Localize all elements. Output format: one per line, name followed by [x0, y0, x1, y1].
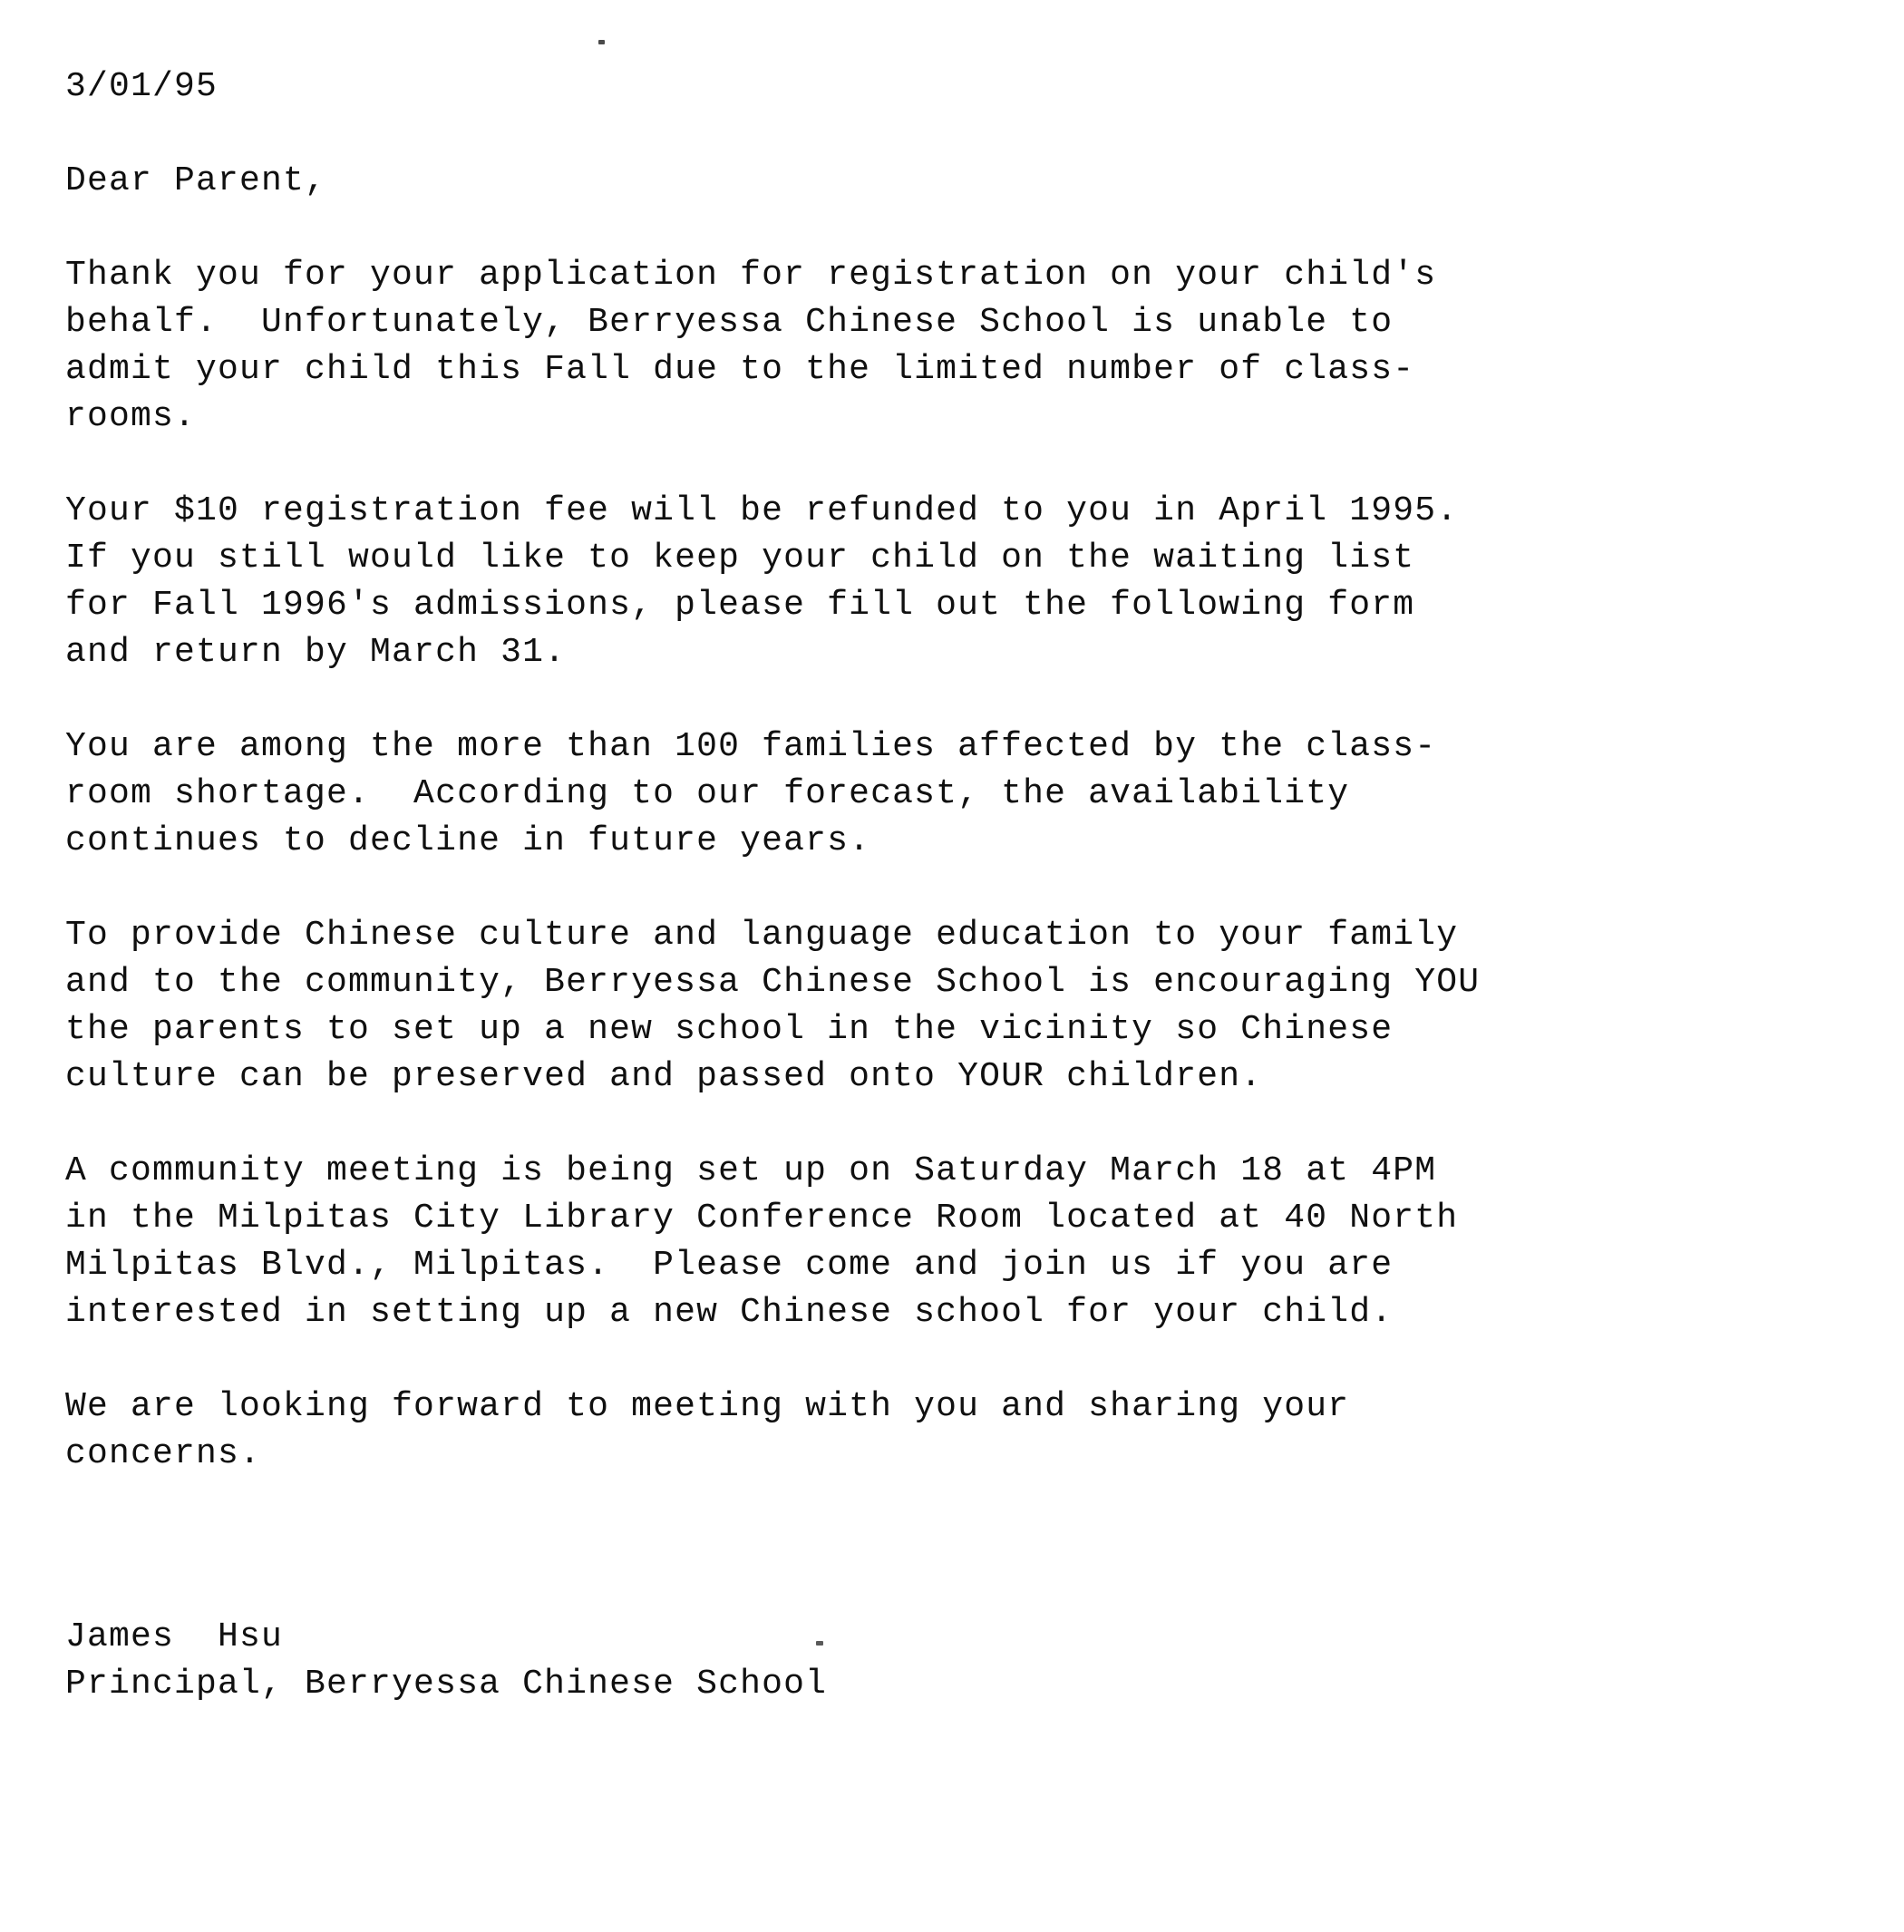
paragraph-line: concerns. — [65, 1434, 262, 1473]
letter-body — [65, 63, 1842, 1708]
letter-paragraph-5 — [65, 1148, 1842, 1336]
paragraph-line: A community meeting is being set up on Saturday March 18 at 4PM — [65, 1151, 1437, 1190]
paragraph-line: the parents to set up a new school in the vicinity so Chinese — [65, 1010, 1394, 1049]
letter-date: 3/01/95 — [65, 67, 219, 106]
paragraph-line: Your $10 registration fee will be refunded to you in April 1995. — [65, 491, 1459, 530]
paragraph-line: and return by March 31. — [65, 633, 567, 672]
letter-salutation: Dear Parent, — [65, 161, 327, 200]
letter-paragraph-6 — [65, 1383, 1842, 1478]
signer-title: Principal, Berryessa Chinese School — [65, 1665, 828, 1704]
paragraph-line: Milpitas Blvd., Milpitas. Please come and join us if you are — [65, 1246, 1394, 1285]
paragraph-line: admit your child this Fall due to the limited number of class- — [65, 350, 1415, 389]
paragraph-line: in the Milpitas City Library Conference Room located at 40 North — [65, 1199, 1459, 1238]
paragraph-line: If you still would like to keep your child on the waiting list — [65, 539, 1415, 578]
paragraph-line: interested in setting up a new Chinese school for your child. — [65, 1293, 1394, 1332]
paragraph-line: You are among the more than 100 families affected by the class- — [65, 727, 1437, 766]
paragraph-line: culture can be preserved and passed onto YOUR children. — [65, 1057, 1263, 1096]
scan-artifact-speck-top — [598, 40, 605, 44]
paragraph-line: We are looking forward to meeting with you and sharing your — [65, 1387, 1350, 1426]
paragraph-line: and to the community, Berryessa Chinese School is encouraging YOU — [65, 963, 1481, 1002]
signature-block — [65, 1614, 1842, 1708]
letter-paragraph-4 — [65, 912, 1842, 1101]
paragraph-line: continues to decline in future years. — [65, 821, 871, 860]
letter-paragraph-1 — [65, 252, 1842, 441]
paragraph-line: for Fall 1996's admissions, please fill out the following form — [65, 586, 1415, 625]
paragraph-line: behalf. Unfortunately, Berryessa Chinese School is unable to — [65, 303, 1394, 342]
letter-paragraph-2 — [65, 488, 1842, 676]
paragraph-line: rooms. — [65, 397, 197, 436]
paragraph-line: room shortage. According to our forecast, the availability — [65, 774, 1350, 813]
paragraph-line: To provide Chinese culture and language education to your family — [65, 916, 1459, 955]
letter-paragraph-3 — [65, 723, 1842, 865]
signer-name: James Hsu — [65, 1617, 284, 1656]
paragraph-line: Thank you for your application for registration on your child's — [65, 256, 1437, 295]
